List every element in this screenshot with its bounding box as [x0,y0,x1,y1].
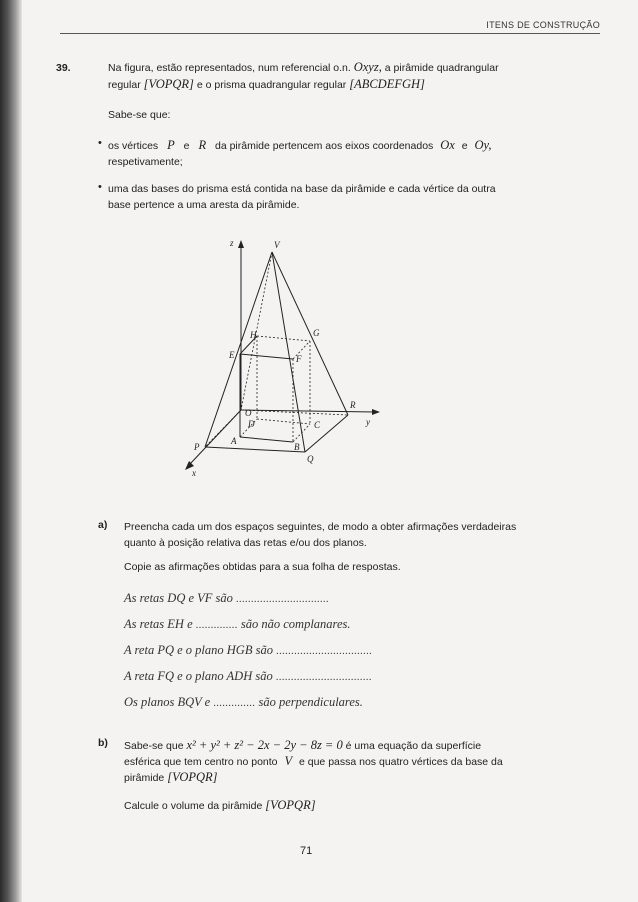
label-R: R [350,400,356,410]
problem-number: 39. [56,62,71,74]
edge-VP [205,252,272,447]
part-b-label: b) [98,737,108,749]
edge-QR [305,415,348,452]
statement-2: As retas EH e .............. são não complanares. [124,617,351,631]
label-y: y [366,417,370,427]
z-axis-arrow [238,240,244,248]
label-Q: Q [307,454,314,464]
edge-PQ [205,447,305,452]
edge-EF [240,354,293,359]
label-H: H [250,330,257,340]
statement-3: A reta PQ e o plano HGB são ................................ [124,643,373,657]
label-G: G [313,328,320,338]
part-b-line-4: Calcule o volume da pirâmide [VOPQR] [124,798,316,812]
intro-line-2: regular [VOPQR] e o prisma quadrangular regular [ABCDEFGH] [108,77,425,91]
label-V: V [274,240,280,250]
section-header: ITENS DE CONSTRUÇÃO [486,20,600,30]
book-spine-shadow [0,0,22,902]
part-b-line-1: Sabe-se que x² + y² + z² − 2x − 2y − 8z = 0 é uma equação da superfície [124,738,482,752]
label-E: E [229,350,235,360]
label-A: A [231,436,237,446]
statement-4: A reta FQ e o plano ADH são ................................ [124,669,372,683]
y-axis-arrow [372,409,380,415]
edge-BC [293,424,310,442]
label-D: D [248,419,255,429]
bullet-2-line-1: uma das bases do prisma está contida na base da pirâmide e cada vértice da outra [108,183,496,195]
label-F: F [296,354,302,364]
part-a-label: a) [98,519,108,531]
label-O: O [245,408,252,418]
edge-VO [241,252,272,410]
bullet-1-line-2: respetivamente; [108,156,183,168]
header-rule [60,33,600,34]
edge-AB [240,437,293,442]
part-b-line-3: pirâmide [VOPQR] [124,770,218,784]
pyramid-prism-figure [170,232,400,482]
label-P: P [194,442,200,452]
statement-1: As retas DQ e VF são ............................... [124,591,330,605]
statement-5: Os planos BQV e .............. são perpendiculares. [124,695,363,709]
bullet-1-marker: • [98,137,102,149]
given-label: Sabe-se que: [108,109,171,121]
bullet-1-line-1: os vértices P e R da pirâmide pertencem aos eixos coordenados Ox e Oy, [108,138,492,152]
edge-HG [257,336,310,341]
label-C: C [314,420,321,430]
intro-line-1: Na figura, estão representados, num referencial o.n. Oxyz, a pirâmide quadrangular [108,60,499,74]
page-number: 71 [300,845,313,857]
part-a-line-2: quanto à posição relativa das retas e/ou dos planos. [124,537,367,549]
part-a-line-1: Preencha cada um dos espaços seguintes, de modo a obter afirmações verdadeiras [124,521,517,533]
part-b-line-2: esférica que tem centro no ponto V e que passa nos quatro vértices da base da [124,754,503,768]
bullet-2-line-2: base pertence a uma aresta da pirâmide. [108,199,300,211]
label-z: z [230,238,234,248]
part-a-line-3: Copie as afirmações obtidas para a sua folha de respostas. [124,561,401,573]
bullet-2-marker: • [98,181,102,193]
edge-DC [257,419,310,424]
label-B: B [294,442,300,452]
label-x: x [192,468,196,478]
